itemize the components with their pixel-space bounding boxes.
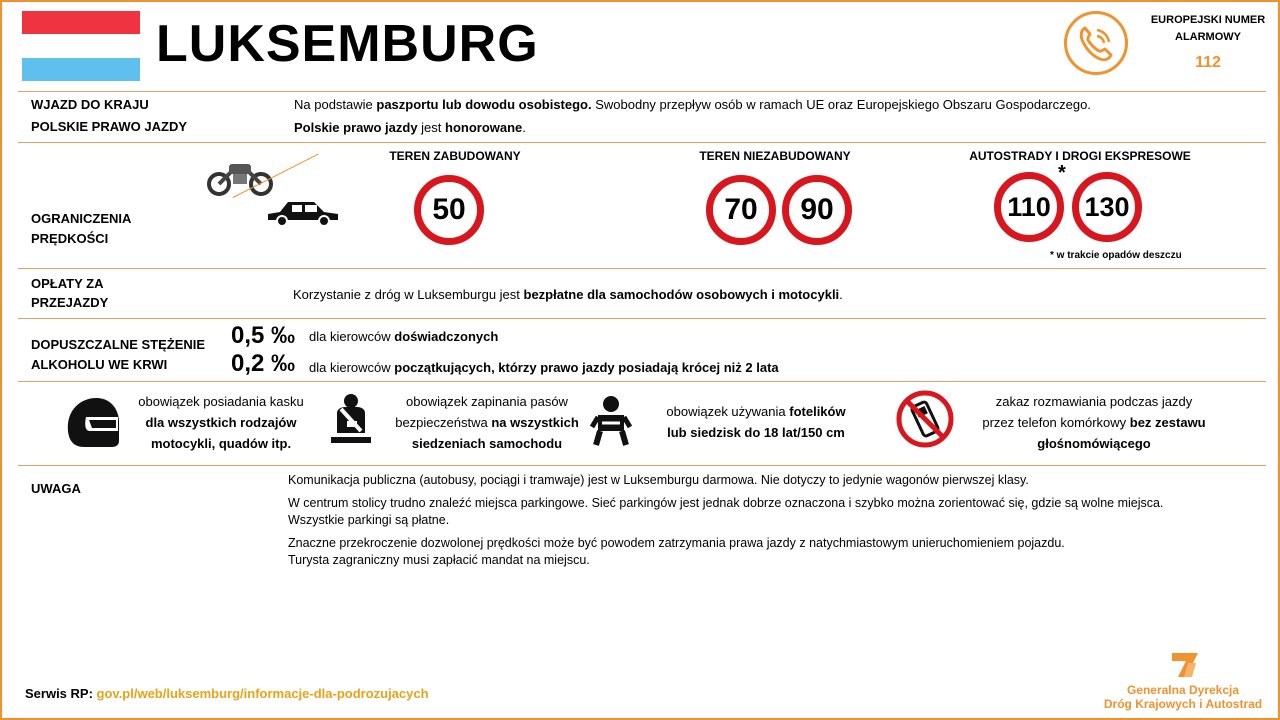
alcohol-desc-2-pre: dla kierowców [309, 360, 395, 375]
alcohol-desc-2-bold: początkujących, którzy prawo jazdy posiadają krócej niż 2 lata [394, 360, 779, 375]
urban-header: TEREN ZABUDOWANY [389, 149, 521, 163]
seatbelt-text [382, 391, 592, 454]
license-end: . [522, 120, 526, 135]
child-seat-text [648, 401, 864, 443]
note-2a: W centrum stolicy trudno znaleźć miejsca parkingowe. Sieć parkingów jest jednak dobrze oznaczona i szybko można zorientować się, gdzie są wolne miejsca. [288, 496, 1164, 510]
speed-sign-urban: 50 [414, 175, 484, 245]
note-2b: Wszystkie parkingi są płatne. [288, 513, 450, 527]
speed-sign-rural-2: 90 [782, 175, 852, 245]
gddkia-logo-icon [1168, 649, 1202, 679]
rain-note: * w trakcie opadów deszczu [1050, 250, 1182, 261]
seatbelt-icon [327, 393, 375, 447]
highway-header: AUTOSTRADY I DROGI EKSPRESOWE [969, 149, 1191, 163]
alcohol-label-2: ALKOHOLU WE KRWI [31, 357, 168, 372]
alarm-number-box [1140, 12, 1276, 71]
org-line-1: Generalna Dyrekcja [1126, 683, 1240, 697]
belt-text-1: obowiązek zapinania pasów [406, 394, 568, 409]
entry-text-pre: Na podstawie [294, 97, 377, 112]
car-icon [266, 198, 340, 228]
phone-text-2-bold: bez zestawu [1129, 415, 1206, 430]
helmet-text-1: obowiązek posiadania kasku [138, 394, 304, 409]
tolls-pre: Korzystanie z dróg w Luksemburgu jest [293, 287, 524, 302]
belt-text-3: siedzeniach samochodu [411, 436, 563, 451]
divider [18, 91, 1266, 92]
phone-icon [1064, 11, 1128, 75]
asterisk: * [1058, 162, 1066, 184]
motorcycle-icon [205, 156, 275, 196]
notes-body [288, 472, 1258, 575]
divider [18, 142, 1266, 143]
tolls-label-2: PRZEJAZDY [31, 295, 109, 310]
note-3b: Turysta zagraniczny musi zapłacić mandat na miejscu. [288, 553, 590, 567]
phone-text-3: głośnomówiącego [1037, 436, 1151, 451]
license-label: POLSKIE PRAWO JAZDY [31, 119, 188, 134]
entry-label: WJAZD DO KRAJU [31, 97, 149, 112]
tolls-end: . [839, 287, 843, 302]
alcohol-desc-2 [309, 358, 779, 378]
tolls-bold: bezpłatne dla samochodów osobowych i motocykli [523, 287, 840, 302]
license-bold-2: honorowane [445, 120, 523, 135]
entry-text-post: Swobodny przepływ osób w ramach UE oraz Europejskiego Obszaru Gospodarczego. [591, 97, 1091, 112]
divider [18, 268, 1266, 269]
helmet-text-3: motocykli, quadów itp. [150, 436, 292, 451]
tolls-label-1: OPŁATY ZA [31, 276, 104, 291]
child-text-1-bold: fotelików [789, 404, 846, 419]
speed-label-2: PRĘDKOŚCI [31, 231, 109, 246]
speed-sign-highway-1: 110 [994, 172, 1064, 242]
alcohol-desc-1 [309, 327, 498, 347]
phone-ban-text [962, 391, 1226, 454]
country-title: LUKSEMBURG [156, 15, 539, 73]
rural-header: TEREN NIEZABUDOWANY [699, 149, 851, 163]
alarm-label-2: ALARMOWY [1175, 31, 1241, 43]
entry-text [294, 95, 1091, 115]
gddkia-org [1098, 683, 1268, 711]
entry-text-bold: paszportu lub dowodu osobistego. [376, 97, 592, 112]
speed-sign-highway-2: 130 [1072, 172, 1142, 242]
speed-label-1: OGRANICZENIA [31, 211, 132, 226]
alarm-number: 112 [1195, 54, 1221, 71]
footer-link[interactable]: gov.pl/web/luksemburg/informacje-dla-podrozujacych [96, 686, 429, 701]
note-3a: Znaczne przekroczenie dozwolonej prędkości może być powodem zatrzymania prawa jazdy z natychmiastowym unieruchomieniem pojazdu. [288, 536, 1065, 550]
alcohol-value-1: 0,5 ‰ [231, 322, 296, 349]
speed-sign-rural-1: 70 [706, 175, 776, 245]
divider [18, 381, 1266, 382]
divider [18, 465, 1266, 466]
license-text [294, 118, 526, 138]
phone-text-2-pre: przez telefon komórkowy [982, 415, 1130, 430]
alcohol-desc-1-bold: doświadczonych [394, 329, 499, 344]
alcohol-desc-1-pre: dla kierowców [309, 329, 395, 344]
alcohol-value-2: 0,2 ‰ [231, 350, 296, 377]
footer-link-line [25, 686, 429, 701]
helmet-text-2: dla wszystkich rodzajów [145, 415, 297, 430]
child-seat-icon [590, 395, 632, 449]
divider [18, 318, 1266, 319]
helmet-text [124, 391, 318, 454]
belt-text-2-bold: na wszystkich [491, 415, 579, 430]
license-bold-1: Polskie prawo jazdy [294, 120, 418, 135]
belt-text-2-pre: bezpieczeństwa [395, 415, 492, 430]
luxembourg-flag [22, 11, 140, 81]
note-1: Komunikacja publiczna (autobusy, pociągi i tramwaje) jest w Luksemburgu darmowa. Nie dotyczy to jedynie wagonów pierwszej klasy. [288, 473, 1029, 487]
alcohol-label-1: DOPUSZCZALNE STĘŻENIE [31, 337, 206, 352]
helmet-icon [64, 395, 122, 449]
tolls-text [293, 285, 843, 305]
phone-text-1: zakaz rozmawiania podczas jazdy [995, 394, 1193, 409]
child-text-2: lub siedzisk do 18 lat/150 cm [667, 425, 845, 440]
no-phone-icon [895, 389, 955, 449]
footer-label: Serwis RP: [25, 686, 97, 701]
license-mid: jest [417, 120, 446, 135]
notes-label: UWAGA [31, 481, 81, 496]
alarm-label-1: EUROPEJSKI NUMER [1150, 14, 1266, 26]
org-line-2: Dróg Krajowych i Autostrad [1103, 697, 1263, 711]
child-text-1-pre: obowiązek używania [666, 404, 790, 419]
